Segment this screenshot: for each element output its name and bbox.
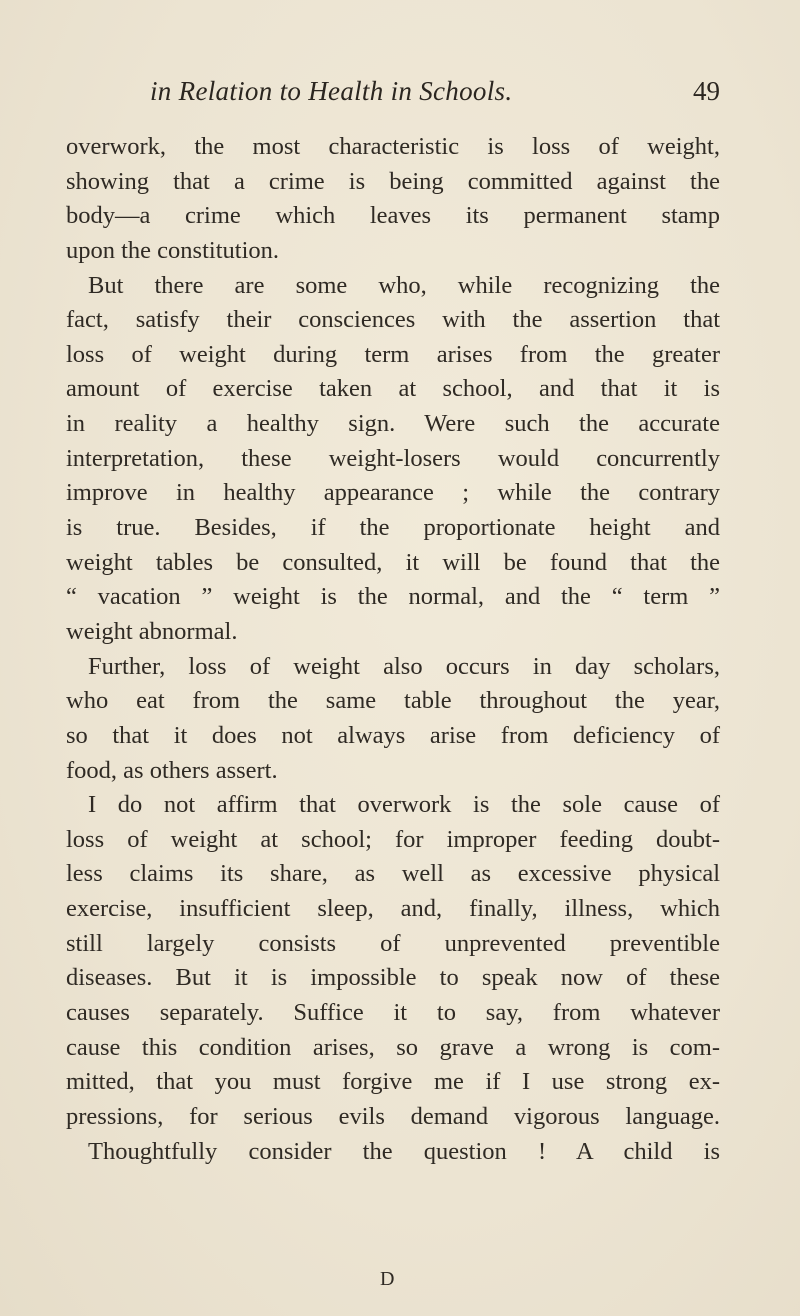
text-line: so that it does not always arise from deficiency of bbox=[66, 721, 720, 749]
text-line: mitted, that you must forgive me if I use strong ex- bbox=[66, 1068, 720, 1096]
signature-mark: D bbox=[380, 1268, 396, 1290]
text-line: causes separately. Suffice it to say, from whatever bbox=[66, 999, 720, 1027]
text-line: food, as others assert. bbox=[66, 756, 278, 784]
text-line: amount of exercise taken at school, and that it is bbox=[66, 375, 720, 403]
text-line: Thoughtfully consider the question ! A child is bbox=[88, 1137, 720, 1165]
text-line: in reality a healthy sign. Were such the accurate bbox=[66, 410, 720, 438]
text-line: showing that a crime is being committed against the bbox=[66, 167, 720, 195]
text-line: “ vacation ” weight is the normal, and the “ term ” bbox=[66, 583, 720, 611]
text-line: overwork, the most characteristic is loss of weight, bbox=[66, 133, 720, 160]
text-line: But there are some who, while recognizing the bbox=[88, 271, 720, 299]
text-line: Further, loss of weight also occurs in day scholars, bbox=[88, 652, 720, 680]
page-number: 49 bbox=[693, 76, 720, 106]
text-line: loss of weight during term arises from the greater bbox=[66, 340, 720, 368]
text-line: pressions, for serious evils demand vigorous language. bbox=[66, 1102, 720, 1130]
text-line: body—a crime which leaves its permanent stamp bbox=[66, 202, 720, 230]
text-line: upon the constitution. bbox=[66, 236, 279, 264]
text-line: improve in healthy appearance ; while the contrary bbox=[66, 479, 720, 507]
page-header bbox=[0, 76, 800, 112]
text-line: interpretation, these weight-losers would concurrently bbox=[66, 444, 720, 472]
text-line: less claims its share, as well as excessive physical bbox=[66, 860, 720, 888]
text-line: diseases. But it is impossible to speak now of these bbox=[66, 964, 720, 992]
text-line: exercise, insufficient sleep, and, finally, illness, which bbox=[66, 895, 720, 923]
text-line: loss of weight at school; for improper feeding doubt- bbox=[66, 825, 720, 853]
text-line: weight abnormal. bbox=[66, 617, 238, 645]
text-line: cause this condition arises, so grave a wrong is com- bbox=[66, 1033, 720, 1061]
running-head: in Relation to Health in Schools. bbox=[150, 76, 513, 106]
text-line: weight tables be consulted, it will be found that the bbox=[66, 548, 720, 576]
text-line: I do not affirm that overwork is the sole cause of bbox=[88, 791, 720, 819]
text-line: still largely consists of unprevented preventible bbox=[66, 929, 720, 957]
text-line: fact, satisfy their consciences with the assertion that bbox=[66, 306, 720, 334]
text-line: is true. Besides, if the proportionate height and bbox=[66, 514, 720, 542]
body-text bbox=[66, 130, 720, 1169]
text-line: who eat from the same table throughout the year, bbox=[66, 687, 720, 715]
